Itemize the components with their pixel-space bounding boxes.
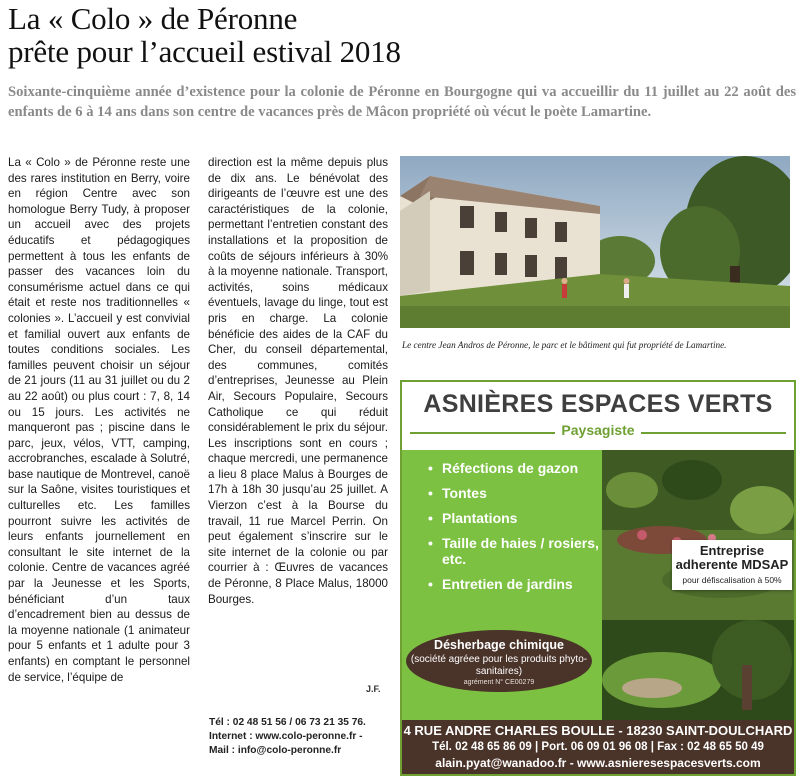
advertisement	[400, 380, 796, 776]
ad-service-item: • Taille de haies / rosiers, etc.	[428, 535, 608, 567]
weeding-oval	[406, 630, 592, 692]
oval-description: (société agréee pour les produits phyto-sanitaires)	[410, 654, 588, 677]
photo-caption: Le centre Jean Andros de Péronne, le parc et le bâtiment qui fut propriété de Lamartine.	[402, 340, 727, 350]
article-lead: Soixante-cinquième année d’existence pour la colonie de Péronne en Bourgogne qui va accueillir du 11 juillet au 22 août des enfants de 6 à 14 ans dans son centre de vacances près de Mâcon propriété où vécut le poète Lamartine.	[8, 84, 796, 120]
ad-brand: ASNIÈRES ESPACES VERTS	[423, 390, 773, 418]
ad-footer	[402, 720, 794, 774]
article-photo	[400, 156, 790, 328]
ad-web: alain.pyat@wanadoo.fr - www.asnieresespacesverts.com	[435, 756, 761, 770]
title-line-2: prête pour l’accueil estival 2018	[8, 34, 401, 69]
contact-website: Internet : www.colo-peronne.fr -	[209, 731, 363, 742]
ad-subtitle-text: Paysagiste	[555, 422, 640, 438]
ad-phones: Tél. 02 48 65 86 09 | Port. 06 09 01 96 08 | Fax : 02 48 65 50 49	[432, 741, 764, 753]
badge-title: Entreprise adherente MDSAP	[675, 543, 789, 572]
article-column-2: direction est la même depuis plus de dix ans. Le bénévolat des dirigeants de l’œuvre est une des caractéristiques de la colonie, permettant l’entretien constant des installations et la proposition de coûts de séjours inférieurs à 30% à la moyenne nationale. Transport, activités, soins médicaux éventuels, lavage du linge, tout est pris en charge. La colonie bénéficie des aides de la CAF du Cher, du conseil départemental, des communes, comités d’entreprises, Jeunesse au Plein Air, Secours Populaire, Secours Catholique ce qui réduit considérablement le prix du séjour. Les inscriptions sont en cours ; chaque mercredi, une permanence a lieu 8 place Malus à Bourges de 17h à 18h 30 jusqu’au 25 juillet. A Vierzon c’est à la Bourse du travail, 11 rue Marcel Perrin. On peut également s’inscrire sur le site internet de la colonie ou par courrier à : Œuvres de vacances de Péronne, 8 Place Malus, 18000 Bourges.	[208, 156, 388, 606]
ad-subtitle	[402, 422, 794, 438]
title-line-1: La « Colo » de Péronne	[8, 1, 298, 36]
badge-subtitle: pour défiscalisation à 50%	[682, 575, 782, 585]
ad-service-item: • Réfections de gazon	[428, 460, 608, 476]
chateau-photo-illustration	[400, 156, 790, 328]
author-signature: J.F.	[366, 684, 381, 694]
ad-service-item: • Entretien de jardins	[428, 576, 608, 592]
oval-title: Désherbage chimique	[434, 638, 564, 652]
mdsap-badge	[672, 540, 792, 590]
ad-service-item: • Plantations	[428, 510, 608, 526]
ad-services-list	[428, 460, 608, 601]
contact-info	[209, 716, 394, 758]
ad-address: 4 RUE ANDRE CHARLES BOULLE - 18230 SAINT-DOULCHARD	[403, 723, 793, 738]
contact-phone: Tél : 02 48 51 56 / 06 73 21 35 76.	[209, 717, 366, 728]
oval-agreement: agrément N° CE00279	[463, 679, 535, 686]
article-column-1: La « Colo » de Péronne reste une des rares institution en Berry, voire en région Centre avec son homologue Berry Tudy, à proposer un accueil avec des projets éducatifs et pédagogiques permettent à tous les enfants de passer des vacances loin du consumérisme actuel dans ce qui était et reste nos traditionnelles « colonies ». L’accueil y est convivial et familial ouvert aux enfants de toutes conditions sociales. Les familles peuvent choisir un séjour de 21 jours (11 au 31 juillet ou du 2 au 22 août) ou plus court : 7, 8, 14 ou 15 jours. Les activités ne manqueront pas ; piscine dans le parc, jeux, vélos, VTT, camping, accrobranches, escalade à Solutré, base nautique de Montrevel, canoë sur la Saône, visites touristiques et culturelles etc. Les familles pourront suivre les activités de leurs enfants journellement en consultant le site internet de la colonie. Centre de vacances agréé par la Jeunesse et les Sports, bénéficiant d’un taux d’encadrement bien au dessus de la moyenne nationale (1 animateur pour 5 enfants et 1 adulte pour 3 enfants) en comptant le personnel de service, l’équipe de	[8, 156, 190, 684]
article-title	[8, 2, 798, 68]
ad-service-item: • Tontes	[428, 485, 608, 501]
contact-email: Mail : info@colo-peronne.fr	[209, 745, 342, 756]
